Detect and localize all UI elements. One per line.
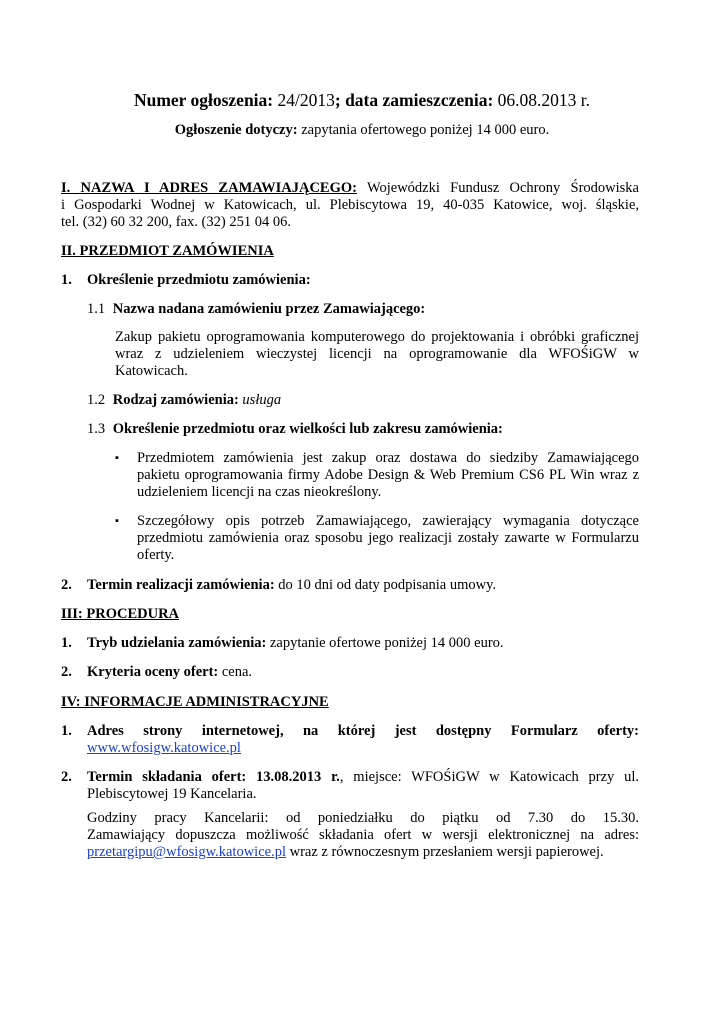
sub13-num: 1.3 [87, 421, 106, 437]
number-label: Numer ogłoszenia: [133, 90, 274, 110]
section1-line3: tel. (32) 60 32 200, fax. (32) 251 04 06. [61, 214, 291, 230]
section1-heading: I. NAZWA I ADRES ZAMAWIAJĄCEGO: [61, 180, 357, 196]
sub11 [87, 301, 425, 318]
section4-item2-rest-line2: Plebiscytowej 19 Kancelaria. [87, 786, 257, 802]
hours-line1: Godziny pracy Kancelarii: od poniedziałku do piątku od 7.30 do 15.30. [87, 810, 639, 826]
section1-line1 [61, 180, 639, 197]
sub11-text-line3: Katowicach. [115, 363, 188, 379]
section3-item1-num: 1. [61, 635, 72, 651]
website-link[interactable] [87, 740, 241, 757]
bullet-icon: ▪ [115, 515, 119, 527]
sub11-text-line2: wraz z udzieleniem wieczystej licencji na oprogramowanie dla WFOŚiGW w [115, 346, 639, 362]
bullet2-line2: przedmiotu zamówienia oraz sposobu jego realizacji zostały zawarte w Formularzu [137, 530, 639, 546]
hours-line3-rest: wraz z równoczesnym przesłaniem wersji papierowej. [285, 844, 604, 860]
hours-line3 [87, 844, 604, 861]
bullet1-line2: pakietu oprogramowania firmy Adobe Design & Web Premium CS6 PL Win wraz z [137, 467, 639, 483]
bullet1-line1: Przedmiotem zamówienia jest zakup oraz dostawa do siedziby Zamawiającego [137, 450, 639, 466]
bullet-icon: ▪ [115, 452, 119, 464]
section4-item2-num: 2. [61, 769, 72, 785]
section3-item2-num: 2. [61, 664, 72, 680]
section4-item2-label: Termin składania ofert: 13.08.2013 r. [87, 769, 340, 785]
section3-heading: III: PROCEDURA [61, 606, 180, 622]
section4-item1-label: Adres strony internetowej, na której jest dostępny Formularz oferty: [87, 723, 639, 739]
sub11-text-line1: Zakup pakietu oprogramowania komputerowego do projektowania i obróbki graficznej [115, 329, 639, 345]
sub11-num: 1.1 [87, 301, 106, 317]
section3-item1-label: Tryb udzielania zamówienia: [87, 635, 267, 651]
section3-item2-value: cena. [221, 664, 253, 680]
sub13-label: Określenie przedmiotu oraz wielkości lub zakresu zamówienia: [112, 421, 503, 437]
subtitle [0, 122, 724, 139]
page-title [0, 90, 724, 110]
section3-item2 [87, 664, 252, 681]
sub13 [87, 421, 503, 438]
section2-heading: II. PRZEDMIOT ZAMÓWIENIA [61, 243, 274, 259]
sub12-num: 1.2 [87, 392, 106, 408]
section3-item1-value: zapytanie ofertowe poniżej 14 000 euro. [270, 635, 504, 651]
section2-item2-value: do 10 dni od daty podpisania umowy. [278, 577, 497, 593]
section2-item1-num: 1. [61, 272, 72, 288]
section2-item2-num: 2. [61, 577, 72, 593]
section4-item2-rest-line1: , miejsce: WFOŚiGW w Katowicach przy ul. [339, 769, 639, 785]
number-value: 24/2013 [277, 90, 335, 110]
section4-item1-num: 1. [61, 723, 72, 739]
website-link-text[interactable]: www.wfosigw.katowice.pl [87, 740, 241, 756]
section3-item2-label: Kryteria oceny ofert: [87, 664, 219, 680]
date-label: data zamieszczenia: [345, 90, 494, 110]
sub12-label: Rodzaj zamówienia: [112, 392, 239, 408]
bullet1-line3: udzieleniem licencji na czas nieokreślony. [137, 484, 382, 500]
sub11-label: Nazwa nadana zamówieniu przez Zamawiającego: [112, 301, 426, 317]
hours-line2: Zamawiający dopuszcza możliwość składania ofert w wersji elektronicznej na adres: [87, 827, 639, 843]
bullet2-line1: Szczegółowy opis potrzeb Zamawiającego, zawierający wymagania dotyczące [137, 513, 639, 529]
section2-item1-label: Określenie przedmiotu zamówienia: [87, 272, 311, 288]
section2-item2-label: Termin realizacji zamówienia: [87, 577, 275, 593]
email-link[interactable]: przetargipu@wfosigw.katowice.pl [87, 844, 286, 860]
section1-line1-rest: Wojewódzki Fundusz Ochrony Środowiska [366, 180, 639, 196]
date-value: 06.08.2013 r. [497, 90, 591, 110]
title-separator: ; [334, 90, 341, 110]
section4-heading: IV: INFORMACJE ADMINISTRACYJNE [61, 694, 329, 710]
section3-item1 [87, 635, 504, 652]
concerns-value: zapytania ofertowego poniżej 14 000 euro. [301, 122, 550, 138]
sub12-value: usługa [242, 392, 282, 408]
section2-item2 [87, 577, 496, 594]
section4-item2-line1 [87, 769, 639, 786]
section1-line2: i Gospodarki Wodnej w Katowicach, ul. Plebiscytowa 19, 40-035 Katowice, woj. śląskie, [61, 197, 639, 213]
sub12 [87, 392, 281, 409]
concerns-label: Ogłoszenie dotyczy: [174, 122, 298, 138]
bullet2-line3: oferty. [137, 547, 175, 563]
